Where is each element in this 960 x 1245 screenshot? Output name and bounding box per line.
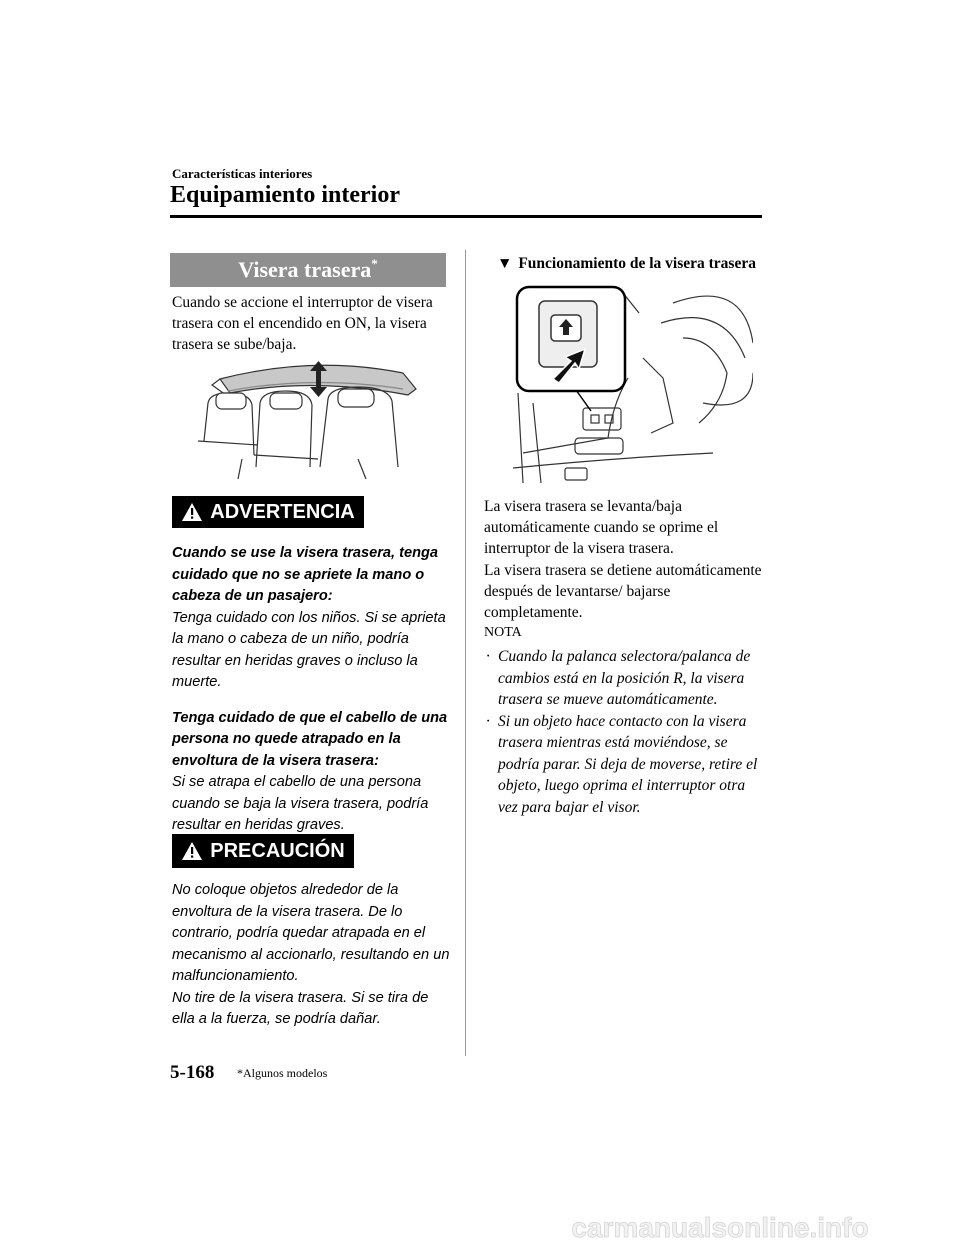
caution-label-text: PRECAUCIÓN	[210, 839, 345, 862]
nota-list	[486, 646, 768, 818]
description-1: La visera trasera se levanta/baja automáticamente cuando se oprime el interruptor de la visera trasera.	[484, 498, 719, 557]
nota-item: · Si un objeto hace contacto con la visera trasera mientras está moviéndose, se podría parar. Si deja de moverse, retire el objeto, luego oprima el interruptor otra vez para bajar el visor.	[486, 712, 758, 816]
section-title: Equipamiento interior	[170, 182, 401, 208]
topic-title: Visera trasera	[238, 257, 372, 282]
column-divider	[465, 250, 466, 1056]
caution-line-1: No coloque objetos alrededor de la envoltura de la visera trasera. De lo contrario, podría quedar atrapada en el mecanismo al accionarlo, resultando en un malfuncionamiento.	[172, 882, 450, 984]
nota-item-2-text: Si un objeto hace contacto con la visera trasera mientras está moviéndose, se podría parar. Si deja de moverse, retire el objeto, luego oprima el interruptor otra vez para bajar el visor.	[498, 712, 758, 816]
nota-item-1-text: Cuando la palanca selectora/palanca de cambios está en la posición R, la visera trasera se mueve automáticamente.	[498, 648, 751, 708]
caution-line-2: No tire de la visera trasera. Si se tira de ella a la fuerza, se podría dañar.	[172, 989, 429, 1027]
intro-text: Cuando se accione el interruptor de visera trasera con el encendido en ON, la visera trasera se sube/baja.	[172, 294, 433, 353]
watermark	[0, 1213, 960, 1245]
rear-sunshade-illustration	[198, 355, 423, 480]
warning-item-1-heading: Cuando se use la visera trasera, tenga cuidado que no se apriete la mano o cabeza de un pasajero:	[172, 545, 439, 604]
subheading-marker: ▼	[497, 255, 513, 272]
watermark-text: carmanualsonline.info	[571, 1213, 869, 1243]
caution-icon	[181, 841, 203, 861]
header-rule	[170, 215, 762, 218]
caution-body	[172, 880, 454, 1031]
description-2: La visera trasera se detiene automáticamente después de levantarse/ bajarse completamente.	[484, 562, 762, 621]
nota-label: NOTA	[484, 625, 522, 640]
subheading-text: Funcionamiento de la visera trasera	[518, 255, 756, 272]
warning-label-text: ADVERTENCIA	[210, 500, 355, 523]
footnote: *Algunos modelos	[237, 1066, 328, 1080]
warning-icon	[181, 502, 203, 522]
sunshade-switch-illustration	[513, 283, 753, 488]
topic-band	[170, 253, 446, 287]
warning-item-2-heading: Tenga cuidado de que el cabello de una persona no quede atrapado en la envoltura de la visera trasera:	[172, 709, 448, 769]
chapter-title: Características interiores	[172, 166, 313, 181]
warning-item-2-text: Si se atrapa el cabello de una persona cuando se baja la visera trasera, podría resultar en heridas graves.	[172, 774, 429, 833]
subheading	[497, 255, 756, 273]
asterisk: *	[371, 256, 378, 271]
warning-item-2	[172, 708, 452, 837]
caution-label	[172, 834, 354, 868]
warning-label	[172, 496, 364, 528]
warning-item-1	[172, 543, 452, 694]
page-number: 5-168	[170, 1062, 215, 1083]
warning-item-1-text: Tenga cuidado con los niños. Si se aprieta la mano o cabeza de un niño, podría resultar en heridas graves o incluso la muerte.	[172, 609, 446, 690]
warning-body	[172, 543, 452, 837]
nota-item: · Cuando la palanca selectora/palanca de cambios está en la posición R, la visera trasera se mueve automáticamente.	[486, 648, 751, 708]
